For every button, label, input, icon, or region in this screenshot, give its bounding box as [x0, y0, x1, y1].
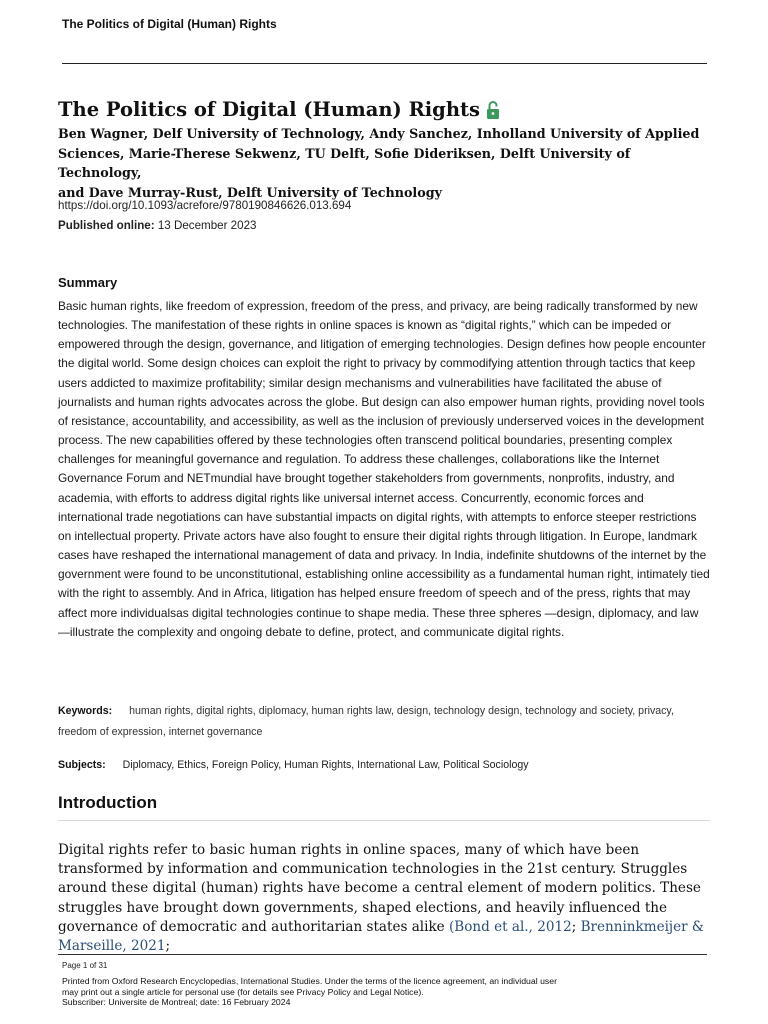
keyword-link[interactable]: design — [396, 705, 429, 717]
introduction-text: Digital rights refer to basic human rights in online spaces, many of which have been transformed by information and communication technologies in the 21st century. Struggles around these digital (human) rights have become a central element of modern politics. These struggles have brought down governments, shaped elections, and heavily influenced the governance of democratic and authoritarian states alike — [58, 842, 701, 935]
keywords-section — [58, 701, 710, 743]
introduction-divider — [58, 820, 710, 821]
footer-line: Printed from Oxford Research Encyclopedias, International Studies. Under the terms of the licence agreement, an individual user — [62, 976, 557, 986]
summary-text: Basic human rights, like freedom of expression, freedom of the press, and privacy, are being radically transformed by new technologies. The manifestation of these rights in online spaces is known as “digital rights,” which can be impeded or empowered through the design, governance, and litigation of emerging technologies. Design defines how people encounter the digital world. Some design choices can exploit the right to privacy by commodifying attention through tactics that keep users addicted to maximize profitability; similar design mechanisms and vulnerabilities have facilitated the abuse of journalists and human rights advocates across the globe. But design can also empower human rights, providing novel tools of resistance, accountability, and accessibility, as well as the inclusion of previously underserved voices in the development process. The new capabilities offered by these technologies often transcend political boundaries, presenting complex challenges for meaningful governance and regulation. To address these challenges, collaborations like the Internet Governance Forum and NETmundial have brought together stakeholders from governments, nonprofits, industry, and academia, with efforts to address digital rights like universal internet access. Concurrently, economic forces and international trade negotiations can have substantial impacts on digital rights, with attempts to enforce steeper restrictions on intellectual property. Private actors have also fought to ensure their digital rights through litigation. In Europe, landmark cases have reshaped the international management of data and privacy. In India, indefinite shutdowns of the internet by the government were found to be unconstitutional, establishing online accessibility as a fundamental human right, intimately tied with the right to assembly. And in Africa, litigation has helped ensure freedom of speech and of the press, rights that may affect more individualsas digital technologies continue to shape media. These three spheres —design, diplomacy, and law—illustrate the complexity and ongoing debate to define, protect, and communicate digital rights. — [58, 299, 710, 639]
article-title-row — [58, 98, 500, 121]
running-header: The Politics of Digital (Human) Rights — [62, 17, 277, 31]
keywords-label: Keywords: — [58, 705, 113, 717]
footer-line: Subscriber: Universite de Montreal; date: 16 February 2024 — [62, 997, 291, 1008]
published-label: Published online: — [58, 219, 155, 232]
subjects-list[interactable]: Diplomacy, Ethics, Foreign Policy, Human Rights, International Law, Political Sociology — [122, 759, 529, 771]
keyword-link[interactable]: privacy — [638, 705, 671, 717]
page-number: Page 1 of 31 — [62, 961, 108, 970]
summary-heading: Summary — [58, 275, 118, 290]
keyword-link[interactable]: technology and society — [525, 705, 633, 717]
keyword-link[interactable]: human rights — [129, 705, 191, 717]
published-info — [58, 219, 256, 232]
citation-link[interactable]: (Bond et al., 2012 — [449, 918, 572, 935]
introduction-heading: Introduction — [58, 793, 158, 812]
subjects-section — [58, 759, 710, 771]
summary-abstract — [58, 297, 710, 642]
published-date: 13 December 2023 — [157, 219, 257, 232]
introduction-body: Digital rights refer to basic human rights in online spaces, many of which have been transformed by information and communication technologies in the 21st century. Struggles around these digital (human) rights have become a central element of modern politics. These struggles have brought down governments, shaped elections, and heavily influenced the governance of democratic and authoritarian states alike (Bond et al., 2012; Brenninkmeijer & Marseille, 2021; — [58, 842, 704, 955]
keyword-link[interactable]: diplomacy — [258, 705, 306, 717]
keyword-link[interactable]: digital rights — [196, 705, 253, 717]
keyword-link[interactable]: internet governance — [168, 726, 263, 738]
author-list: Ben Wagner, Delf University of Technology, Andy Sanchez, Inholland University of Applied Sciences, Marie-Therese Sekwenz, TU Delft, Sofie Dideriksen, Delft University of Technology, and Dave Murray-Rust, Delft University of Technology — [58, 126, 700, 200]
footer-divider — [58, 954, 707, 955]
open-lock-icon — [486, 100, 500, 120]
footer-notice — [62, 976, 712, 1008]
footer-line: may print out a single article for personal use (for details see Privacy Policy and Legal Notice). — [62, 986, 424, 997]
subjects-label: Subjects: — [58, 759, 106, 771]
citation-link[interactable]: Brenninkmeijer & Marseille, 2021 — [58, 918, 704, 955]
keyword-link[interactable]: freedom of expression — [58, 726, 163, 738]
doi-link[interactable]: https://doi.org/10.1093/acrefore/9780190846626.013.694 — [58, 199, 352, 212]
keyword-link[interactable]: technology design — [433, 705, 520, 717]
header-divider — [62, 63, 707, 64]
keyword-link[interactable]: human rights law — [311, 705, 391, 717]
keyword-list: human rights, digital rights, diplomacy, human rights law, design, technology design, technology and society, privacy, freedom of expression, internet governance — [58, 705, 674, 738]
article-title: The Politics of Digital (Human) Rights — [58, 98, 480, 121]
